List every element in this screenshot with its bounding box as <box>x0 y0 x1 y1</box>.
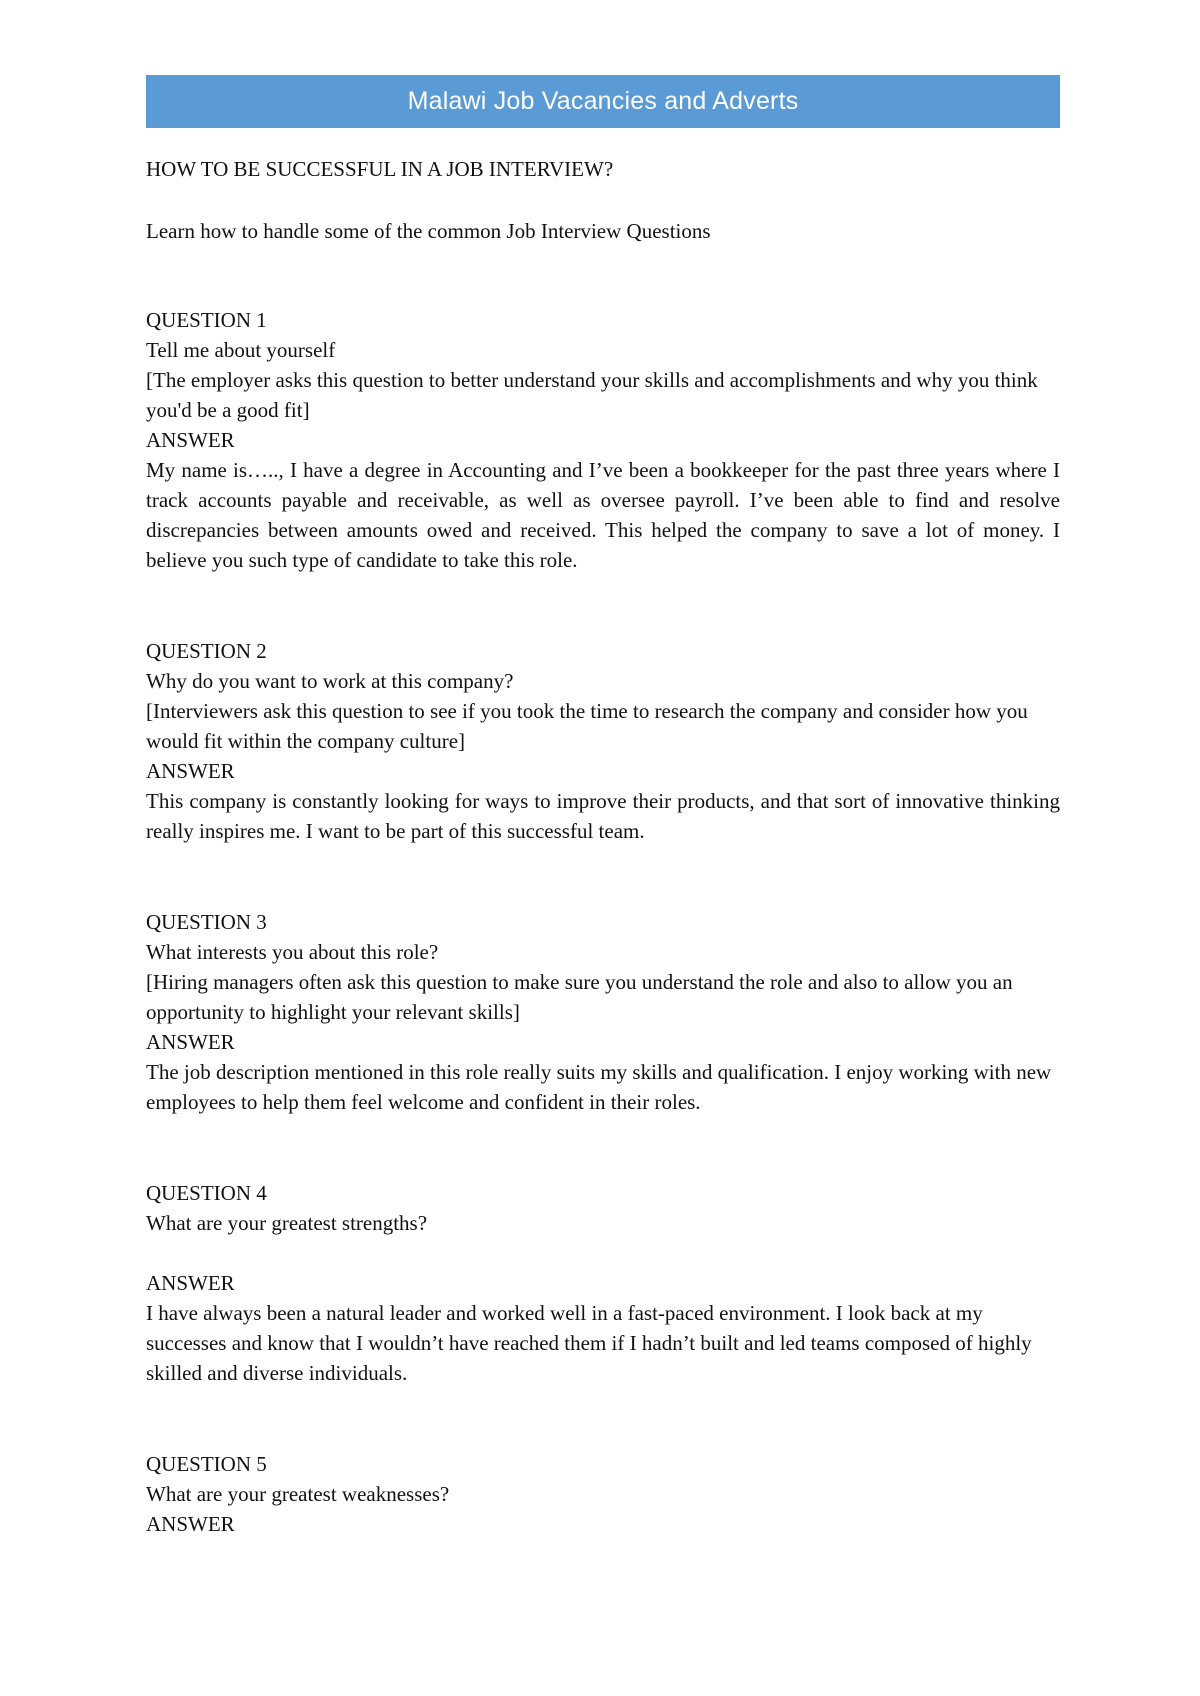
answer-text: My name is….., I have a degree in Accounting and I’ve been a bookkeeper for the past three years where I track accounts payable and receivable, as well as oversee payroll. I’ve been able to find and resolve discrepancies between amounts owed and received. This helped the company to save a lot of money. I believe you such type of candidate to take this role. <box>146 458 1060 572</box>
question-text: What are your greatest strengths? <box>146 1211 428 1235</box>
question-block-3 <box>146 907 1060 1117</box>
answer-text: The job description mentioned in this role really suits my skills and qualification. I enjoy working with new employees to help them feel welcome and confident in their roles. <box>146 1060 1052 1114</box>
document-body <box>146 154 1060 1539</box>
header-title: Malawi Job Vacancies and Adverts <box>407 87 799 115</box>
question-heading: QUESTION 3 <box>146 910 267 934</box>
question-block-1 <box>146 305 1060 575</box>
question-text: Tell me about yourself <box>146 338 336 362</box>
blank-line <box>146 1238 1060 1268</box>
answer-label: ANSWER <box>146 759 235 783</box>
question-block-2 <box>146 636 1060 846</box>
answer-text: I have always been a natural leader and worked well in a fast-paced environment. I look back at my successes and know that I wouldn’t have reached them if I hadn’t built and led teams composed of highly skilled and diverse individuals. <box>146 1301 1032 1385</box>
question-heading: QUESTION 2 <box>146 639 267 663</box>
question-note: [Hiring managers often ask this question to make sure you understand the role and also to allow you an opportunity to highlight your relevant skills] <box>146 970 1013 1024</box>
answer-label: ANSWER <box>146 428 235 452</box>
document-intro: Learn how to handle some of the common Job Interview Questions <box>146 219 711 243</box>
question-block-4 <box>146 1178 1060 1388</box>
question-note: [The employer asks this question to better understand your skills and accomplishments and why you think you'd be a good fit] <box>146 368 1038 422</box>
header-banner <box>146 75 1060 128</box>
question-text: What are your greatest weaknesses? <box>146 1482 450 1506</box>
answer-label: ANSWER <box>146 1271 235 1295</box>
answer-label: ANSWER <box>146 1512 235 1536</box>
answer-label: ANSWER <box>146 1030 235 1054</box>
question-text: Why do you want to work at this company? <box>146 669 514 693</box>
answer-text: This company is constantly looking for ways to improve their products, and that sort of innovative thinking really inspires me. I want to be part of this successful team. <box>146 789 1060 843</box>
document-title: HOW TO BE SUCCESSFUL IN A JOB INTERVIEW? <box>146 157 614 181</box>
question-heading: QUESTION 4 <box>146 1181 267 1205</box>
question-heading: QUESTION 1 <box>146 308 267 332</box>
question-heading: QUESTION 5 <box>146 1452 267 1476</box>
question-note: [Interviewers ask this question to see if you took the time to research the company and consider how you would fit within the company culture] <box>146 699 1028 753</box>
question-text: What interests you about this role? <box>146 940 439 964</box>
question-block-5 <box>146 1449 1060 1539</box>
